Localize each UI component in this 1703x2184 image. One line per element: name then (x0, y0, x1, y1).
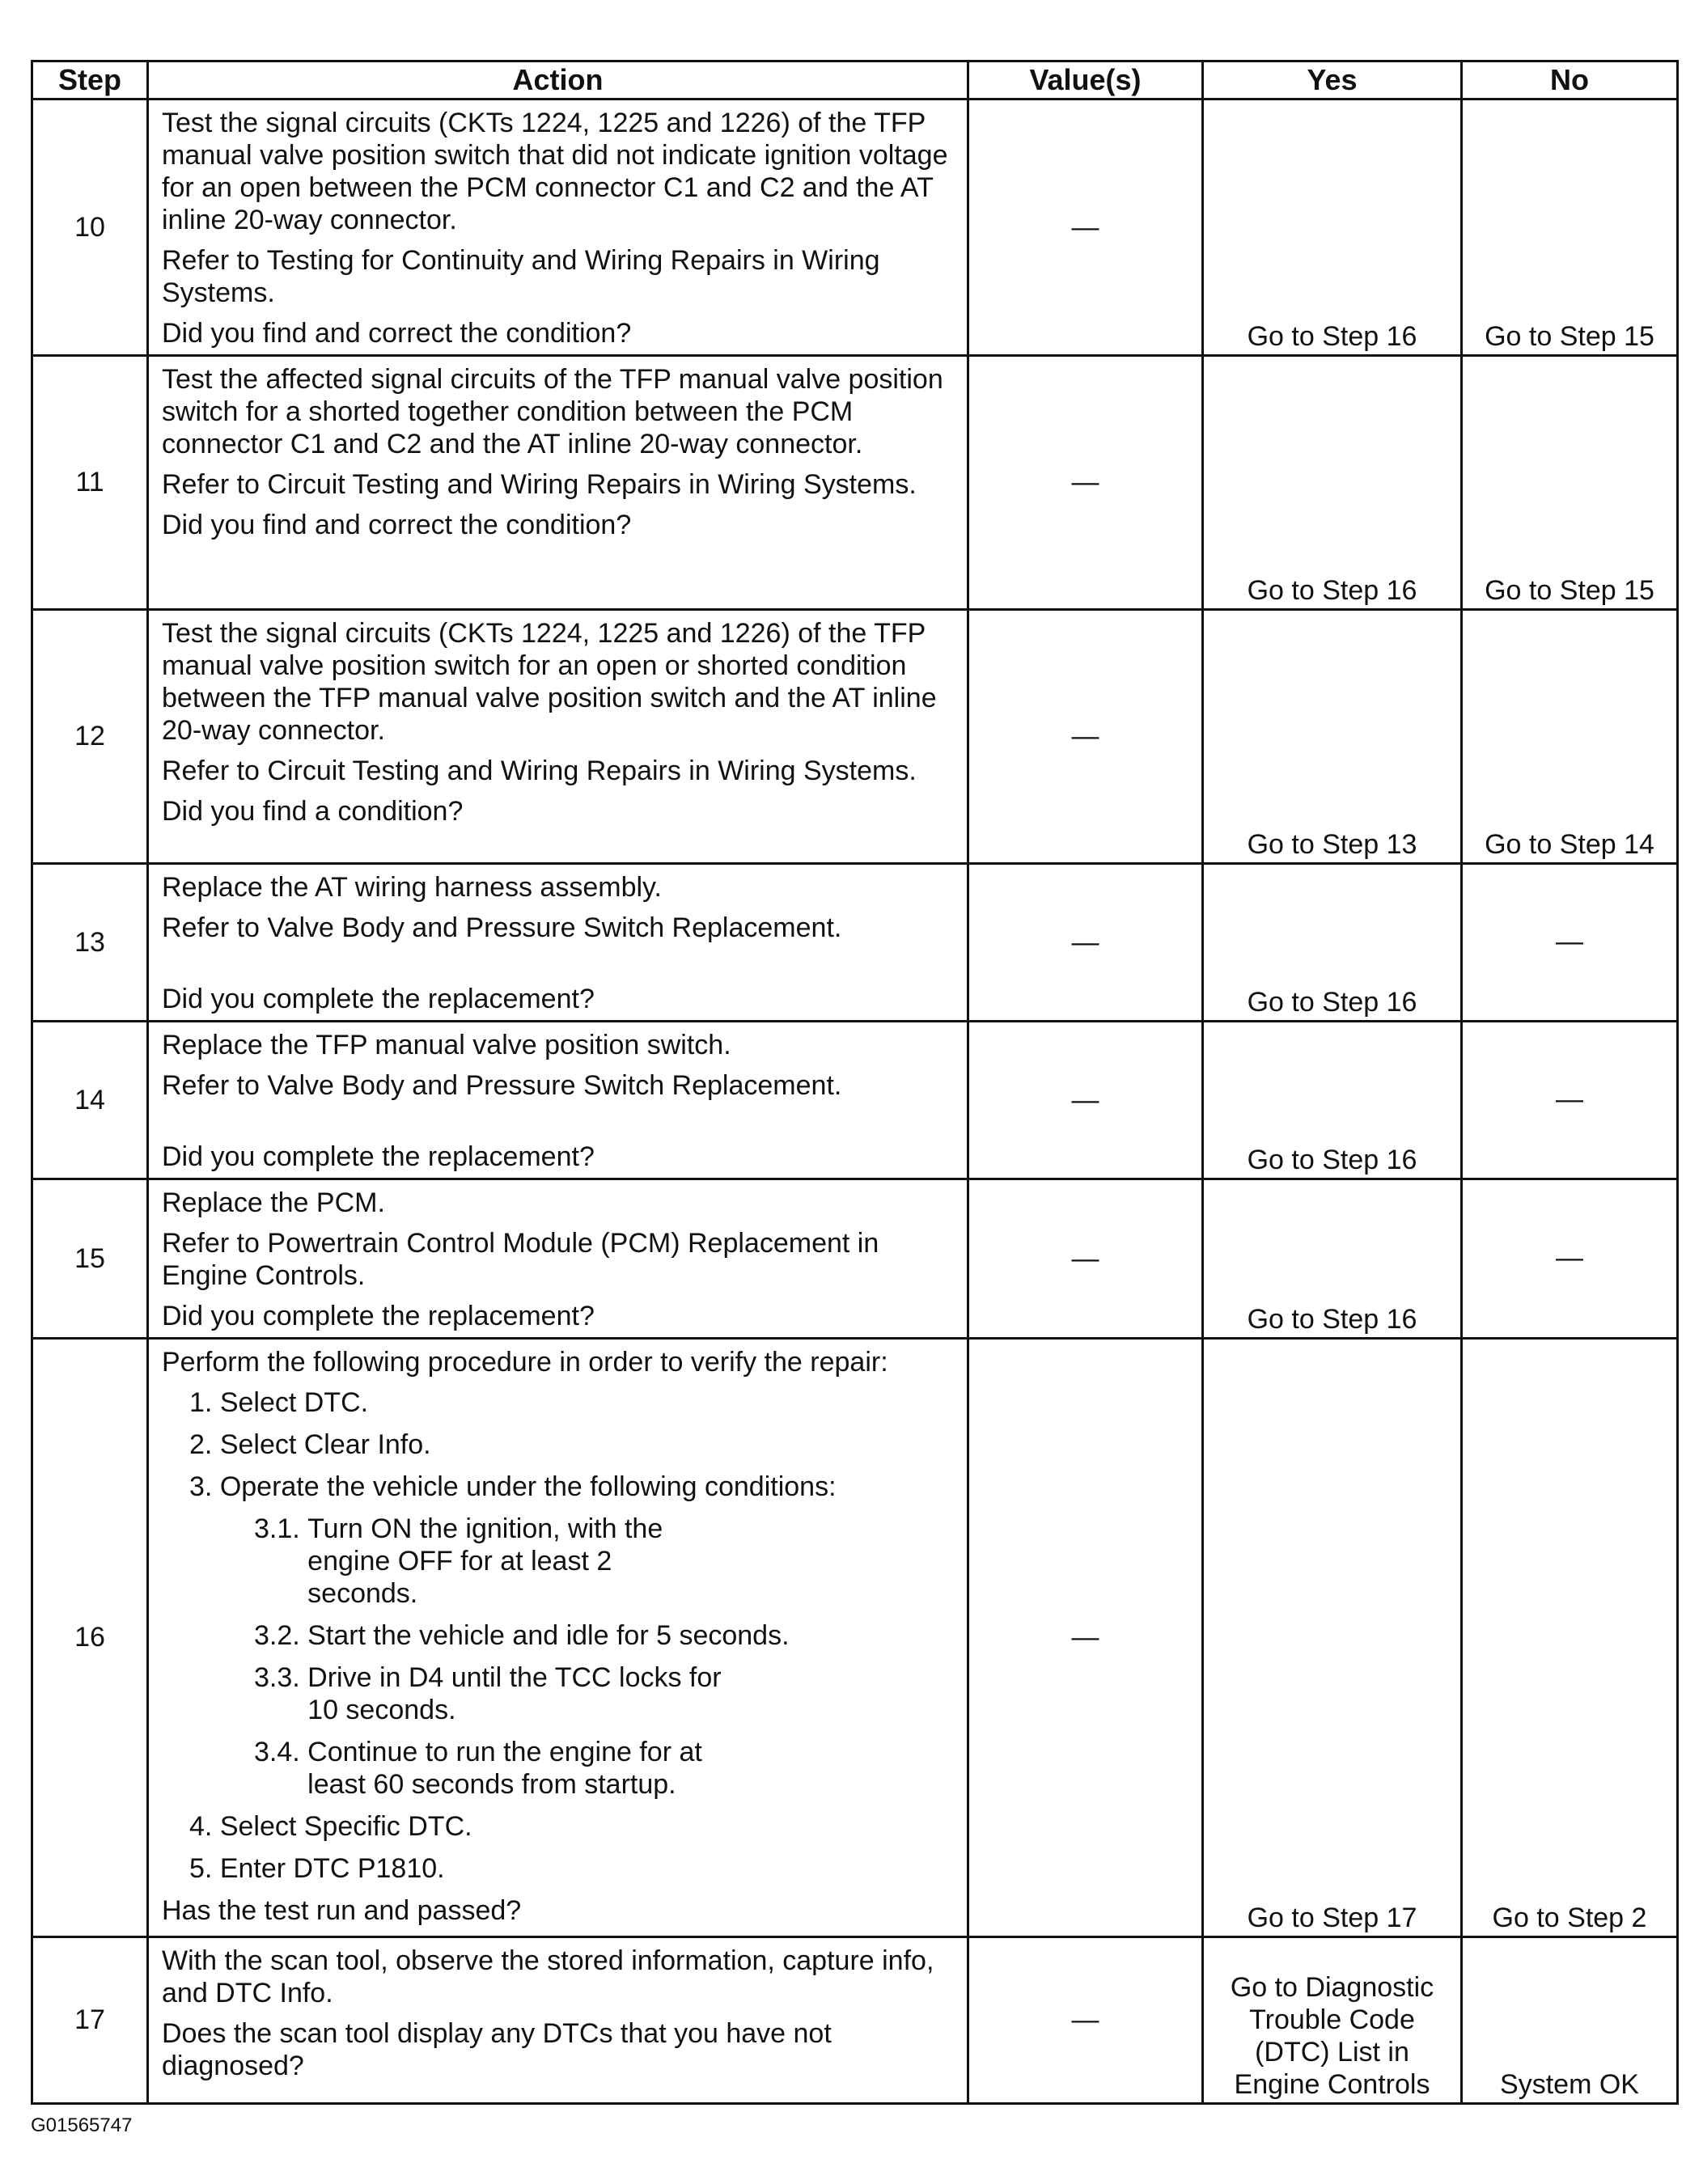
yes-cell: Go to Step 16 (1203, 864, 1462, 1022)
procedure-step: 3. Operate the vehicle under the following conditions: (189, 1471, 837, 1502)
action-reference: Refer to Powertrain Control Module (PCM) Replacement in Engine Controls. (162, 1228, 879, 1291)
header-yes: Yes (1203, 61, 1462, 99)
header-action: Action (148, 61, 968, 99)
action-question: Did you complete the replacement? (162, 984, 595, 1014)
action-question: Did you find and correct the condition? (162, 510, 632, 540)
yes-cell: Go to Diagnostic Trouble Code (DTC) List in Engine Controls (1203, 1937, 1462, 2104)
value-cell: — (968, 356, 1203, 610)
action-cell (148, 864, 968, 1022)
action-reference: Refer to Circuit Testing and Wiring Repairs in Wiring Systems. (162, 756, 917, 786)
action-question: Did you find and correct the condition? (162, 318, 632, 349)
step-number: 11 (32, 356, 148, 610)
step-number: 14 (32, 1022, 148, 1179)
action-cell (148, 356, 968, 610)
diagnostic-table (31, 60, 1679, 2105)
header-values: Value(s) (968, 61, 1203, 99)
value-cell: — (968, 1937, 1203, 2104)
action-reference: Refer to Valve Body and Pressure Switch Replacement. (162, 1070, 842, 1101)
action-question: Did you complete the replacement? (162, 1301, 595, 1331)
action-reference: Refer to Circuit Testing and Wiring Repairs in Wiring Systems. (162, 469, 917, 500)
header-step: Step (32, 61, 148, 99)
step-number: 13 (32, 864, 148, 1022)
action-question: Did you find a condition? (162, 796, 464, 827)
action-reference: Refer to Valve Body and Pressure Switch Replacement. (162, 912, 842, 943)
table-row (32, 1022, 1678, 1179)
action-paragraph: Perform the following procedure in order to verify the repair: (162, 1347, 888, 1378)
table-row (32, 356, 1678, 610)
step-number: 10 (32, 99, 148, 356)
no-cell: Go to Step 15 (1462, 99, 1678, 356)
step-number: 16 (32, 1339, 148, 1937)
action-cell (148, 610, 968, 864)
yes-cell: Go to Step 17 (1203, 1339, 1462, 1937)
value-cell: — (968, 610, 1203, 864)
procedure-step: 1. Select DTC. (189, 1387, 369, 1418)
yes-cell: Go to Step 16 (1203, 99, 1462, 356)
yes-cell: Go to Step 13 (1203, 610, 1462, 864)
action-cell (148, 1022, 968, 1179)
action-question: Did you complete the replacement? (162, 1141, 595, 1172)
procedure-step: 4. Select Specific DTC. (189, 1811, 472, 1842)
value-cell: — (968, 1022, 1203, 1179)
procedure-step: 5. Enter DTC P1810. (189, 1853, 445, 1884)
step-number: 15 (32, 1179, 148, 1339)
action-cell (148, 1339, 968, 1937)
action-question: Has the test run and passed? (162, 1895, 522, 1926)
header-row (32, 61, 1678, 99)
yes-cell: Go to Step 16 (1203, 1179, 1462, 1339)
table-row (32, 1339, 1678, 1937)
figure-id: G01565747 (31, 2114, 133, 2136)
no-cell: — (1462, 1179, 1678, 1339)
action-paragraph: Replace the PCM. (162, 1187, 385, 1218)
action-paragraph: Test the affected signal circuits of the TFP manual valve position switch for a shorted together condition between the PCM connector C1 and C2 and the AT inline 20-way connector. (162, 364, 943, 459)
action-question: Does the scan tool display any DTCs that you have not diagnosed? (162, 2018, 832, 2081)
action-paragraph: Test the signal circuits (CKTs 1224, 1225 and 1226) of the TFP manual valve position switch for an open or shorted condition between the TFP manual valve position switch and the AT inline 20-way connector. (162, 618, 937, 746)
action-paragraph: Replace the TFP manual valve position switch. (162, 1030, 731, 1060)
header-no: No (1462, 61, 1678, 99)
value-cell: — (968, 1339, 1203, 1937)
table-row (32, 1179, 1678, 1339)
action-cell (148, 1179, 968, 1339)
yes-cell: Go to Step 16 (1203, 1022, 1462, 1179)
step-number: 12 (32, 610, 148, 864)
action-paragraph: Test the signal circuits (CKTs 1224, 1225 and 1226) of the TFP manual valve position switch that did not indicate ignition voltage for an open between the PCM connector C1 and C2 and the AT inline 20-way connector. (162, 108, 948, 235)
action-reference: Refer to Testing for Continuity and Wiring Repairs in Wiring Systems. (162, 245, 880, 308)
no-cell: Go to Step 2 (1462, 1339, 1678, 1937)
value-cell: — (968, 99, 1203, 356)
no-cell: Go to Step 14 (1462, 610, 1678, 864)
procedure-substep: 3.2. Start the vehicle and idle for 5 seconds. (254, 1620, 790, 1651)
no-cell: — (1462, 1022, 1678, 1179)
no-cell: — (1462, 864, 1678, 1022)
table-row (32, 99, 1678, 356)
procedure-list (162, 1386, 955, 1885)
table-row (32, 864, 1678, 1022)
action-paragraph: With the scan tool, observe the stored information, capture info, and DTC Info. (162, 1945, 934, 2008)
value-cell: — (968, 864, 1203, 1022)
no-cell: Go to Step 15 (1462, 356, 1678, 610)
table-row (32, 610, 1678, 864)
action-paragraph: Replace the AT wiring harness assembly. (162, 872, 662, 903)
procedure-substep: 3.1. Turn ON the ignition, with the engine OFF for at least 2 seconds. (254, 1513, 663, 1609)
procedure-substep: 3.3. Drive in D4 until the TCC locks for 10 seconds. (254, 1662, 722, 1725)
yes-cell: Go to Step 16 (1203, 356, 1462, 610)
diagnostic-table-container (31, 60, 1676, 2105)
table-row (32, 1937, 1678, 2104)
no-cell: System OK (1462, 1937, 1678, 2104)
action-cell (148, 99, 968, 356)
action-cell (148, 1937, 968, 2104)
step-number: 17 (32, 1937, 148, 2104)
value-cell: — (968, 1179, 1203, 1339)
procedure-substep: 3.4. Continue to run the engine for at least 60 seconds from startup. (254, 1737, 702, 1800)
procedure-step: 2. Select Clear Info. (189, 1429, 431, 1460)
